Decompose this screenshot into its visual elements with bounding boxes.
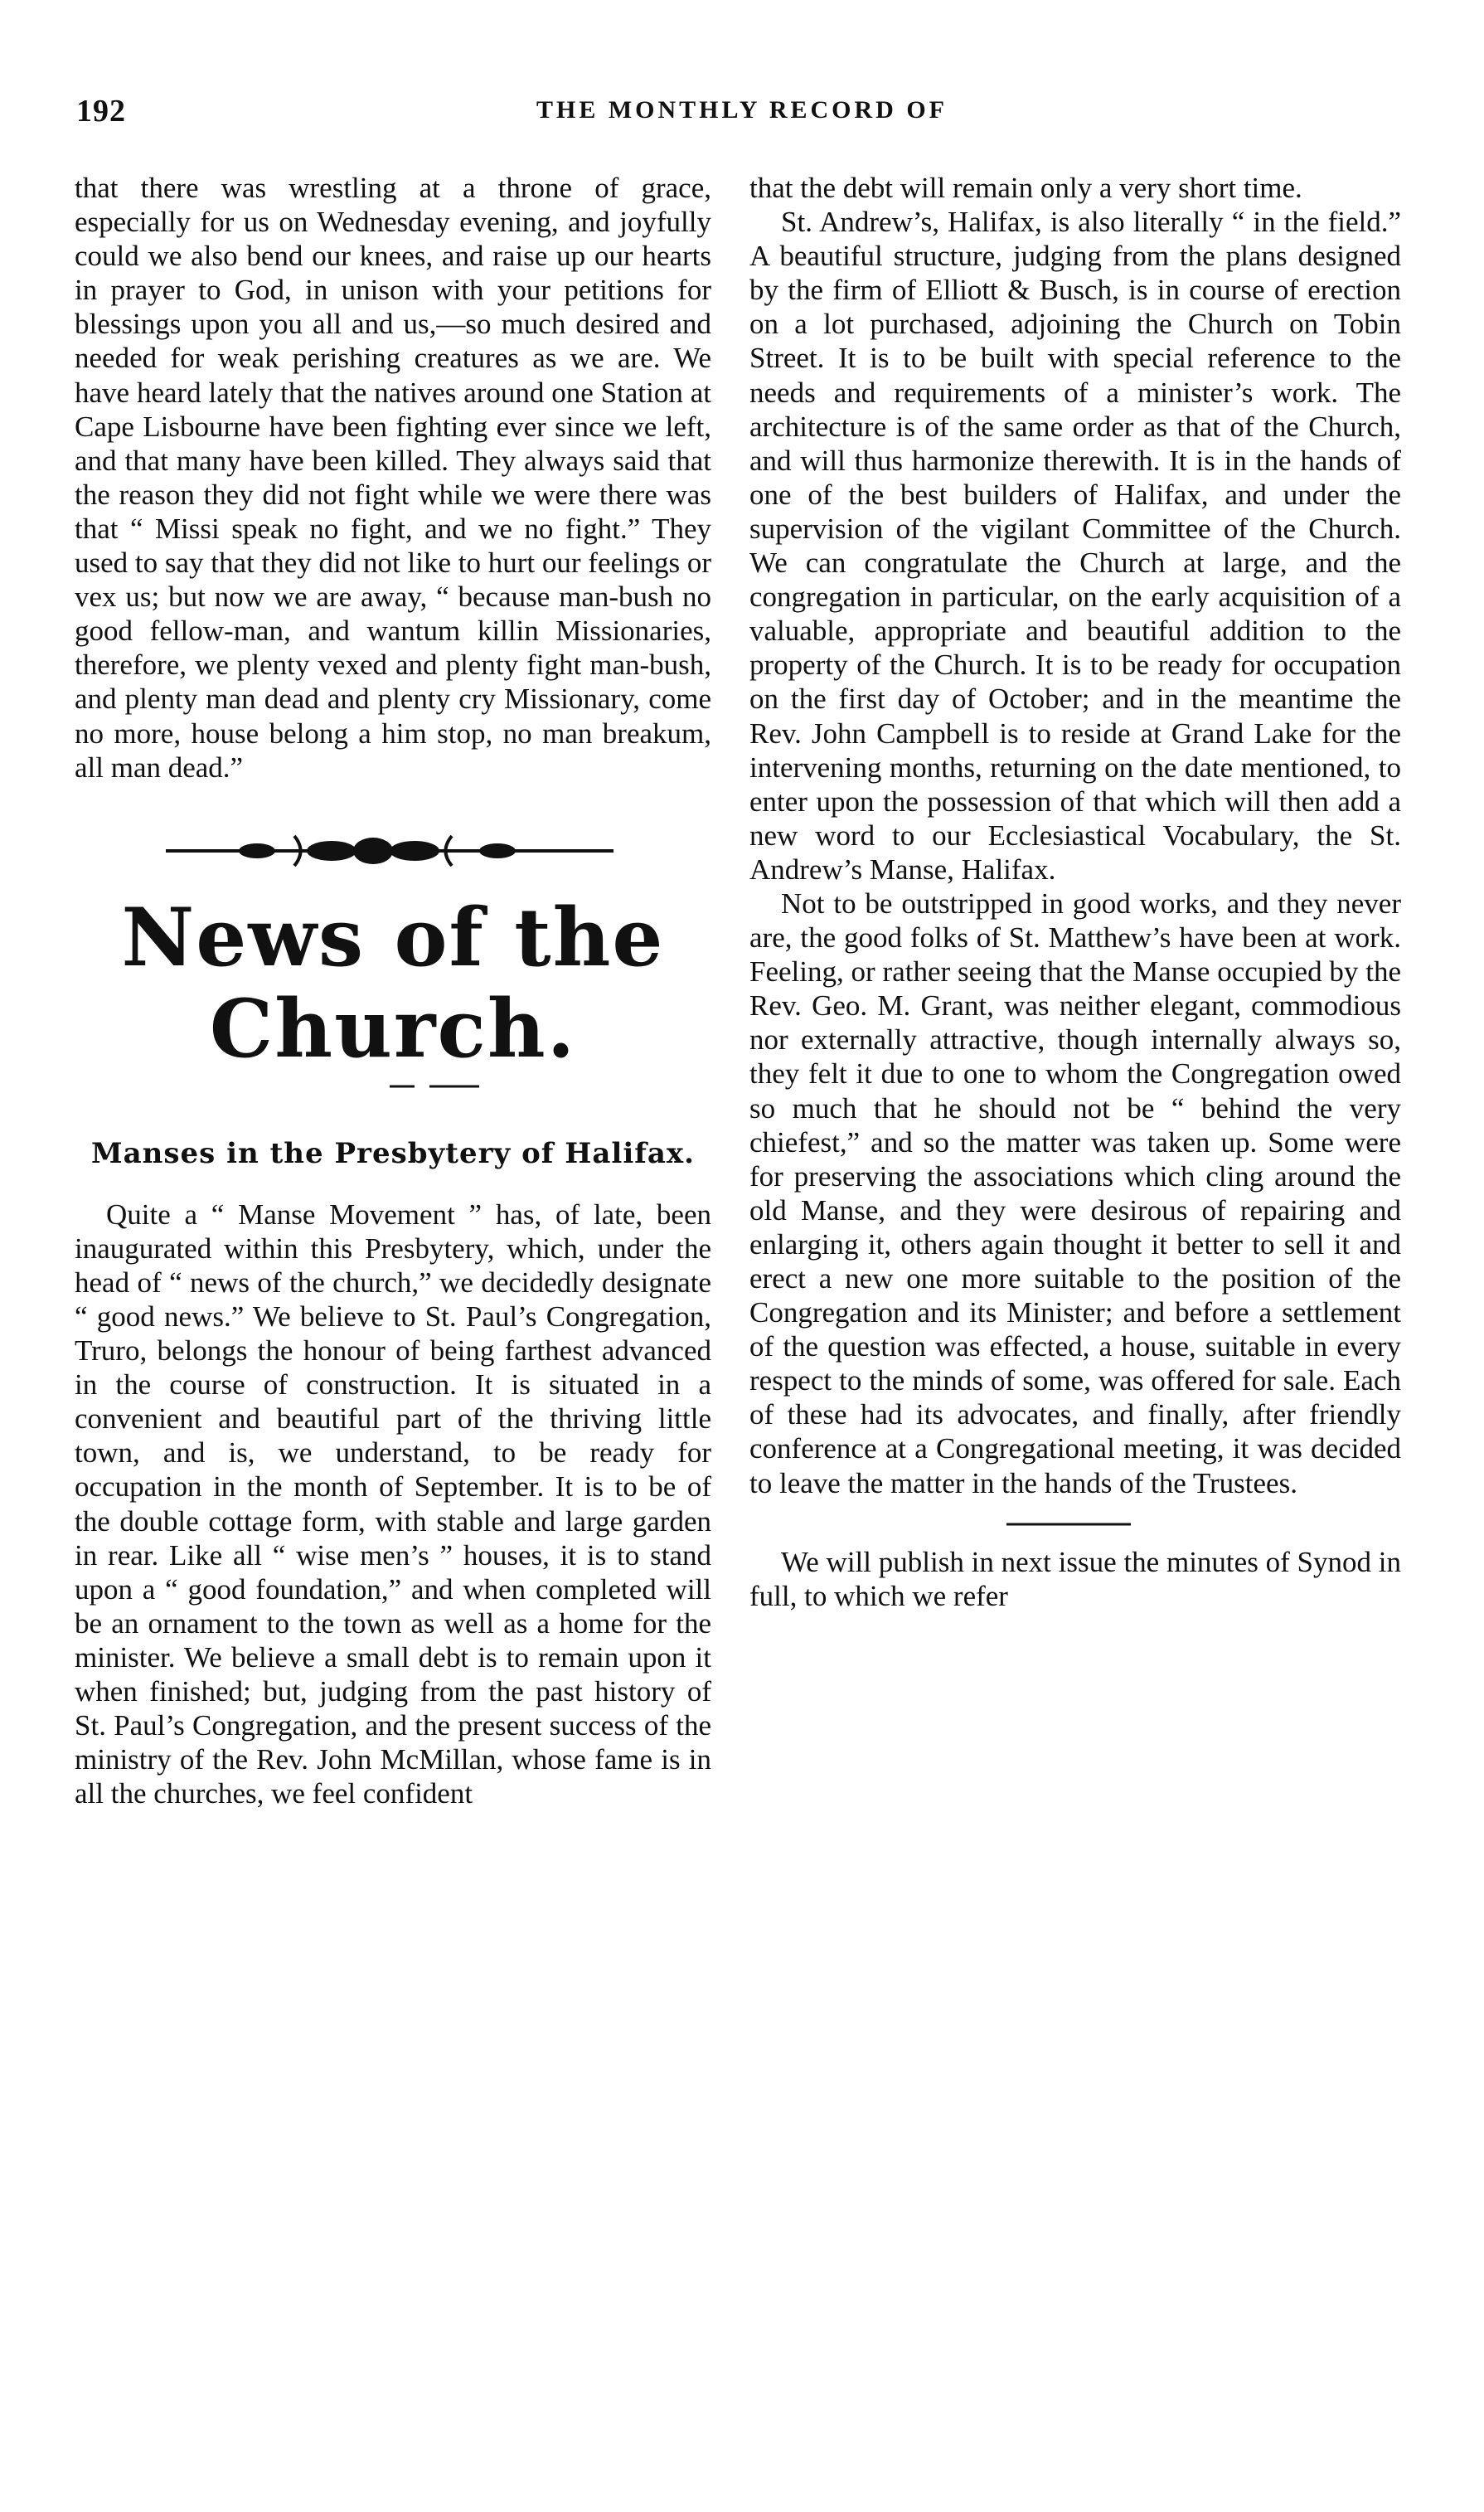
ornamental-divider	[166, 828, 613, 874]
section-title: News of the Church.	[121, 890, 665, 1076]
article-subhead: Manses in the Presbytery of Halifax.	[90, 1136, 696, 1170]
letter-continuation-paragraph: that there was wrestling at a throne of grace, especially for us on Wednesday evening, and joyfully could we also bend our knees, and raise up our hearts in prayer to God, in unison with your petitions for blessings upon you all and us,—so much desired and needed for weak perishing creatures as we are. We have heard lately that the natives around one Station at Cape Lisbourne have been fighting ever since we left, and that many have been killed. They always said that the reason they did not fight while we were there was that “ Missi speak no fight, and we no fight.” They used to say that they did not like to hurt our feelings or vex us; but now we are away, “ because man-bush no good fellow-man, and wantum killin Missionaries, therefore, we plenty vexed and plenty fight man-bush, and plenty man dead and plenty cry Missionary, come no more, house belong a him stop, no man breakum, all man dead.”	[75, 172, 711, 784]
page-number: 192	[76, 94, 126, 129]
debt-continuation-paragraph: that the debt will remain only a very short time.	[749, 172, 1302, 204]
st-andrews-paragraph: St. Andrew’s, Halifax, is also literally “ in the field.” A beautiful structure, judging from the plans designed by the firm of Elliott & Busch, is in course of erection on a lot purchased, adjoining the Church on Tobin Street. It is to be built with special reference to the needs and requirements of a minister’s work. The architecture is of the same order as that of the Church, and will thus harmonize therewith. It is in the hands of one of the best builders of Halifax, and under the supervision of the vigilant Committee of the Church. We can congratulate the Church at large, and the congregation in particular, on the early acquisition of a valuable, appropriate and beautiful addition to the property of the Church. It is to be ready for occupation on the first day of October; and in the meantime the Rev. John Campbell is to reside at Grand Lake for the intervening months, returning on the date mentioned, to enter upon the possession of that which will then add a new word to our Ecclesiastical Vocabulary, the St. Andrew’s Manse, Halifax.	[749, 206, 1401, 886]
section-rule	[1006, 1522, 1131, 1527]
right-column	[749, 171, 1401, 1613]
left-column	[75, 171, 711, 1810]
page-header	[76, 93, 1408, 139]
manse-movement-paragraph: Quite a “ Manse Movement ” has, of late, been inaugurated within this Presbytery, which, under the head of “ news of the church,” we decidedly designate “ good news.” We believe to St. Paul’s Congregation, Truro, belongs the honour of being farthest advanced in the course of construction. It is situated in a convenient and beautiful part of the thriving little town, and is, we understand, to be ready for occupation in the month of September. It is to be of the double cottage form, with stable and large garden in rear. Like all “ wise men’s ” houses, it is to stand upon a “ good foundation,” and when completed will be an ornament to the town as well as a home for the minister. We believe a small debt is to remain upon it when finished; but, judging from the past history of St. Paul’s Congregation, and the present success of the ministry of the Rev. John McMillan, whose fame is in all the churches, we feel confident	[75, 1198, 711, 1810]
synod-minutes-paragraph: We will publish in next issue the minutes of Synod in full, to which we refer	[749, 1545, 1401, 1612]
running-head: THE MONTHLY RECORD OF	[536, 96, 948, 124]
short-rule	[390, 1081, 479, 1091]
st-matthews-paragraph: Not to be outstripped in good works, and they never are, the good folks of St. Matthew’s have been at work. Feeling, or rather seeing that the Manse occupied by the Rev. Geo. M. Grant, was neither elegant, commodious nor externally attractive, though internally always so, they felt it due to one to whom the Congregation owed so much that he should not be “ behind the very chiefest,” and so the matter was taken up. Some were for preserving the associations which cling around the old Manse, and they were desirous of repairing and enlarging it, others again thought it better to sell it and erect a new one more suitable to the position of the Congregation and its Minister; and before a settlement of the question was effected, a house, suitable in every respect to the minds of some, was offered for sale. Each of these had its advocates, and finally, after friendly conference at a Congregational meeting, it was decided to leave the matter in the hands of the Trustees.	[749, 887, 1401, 1499]
